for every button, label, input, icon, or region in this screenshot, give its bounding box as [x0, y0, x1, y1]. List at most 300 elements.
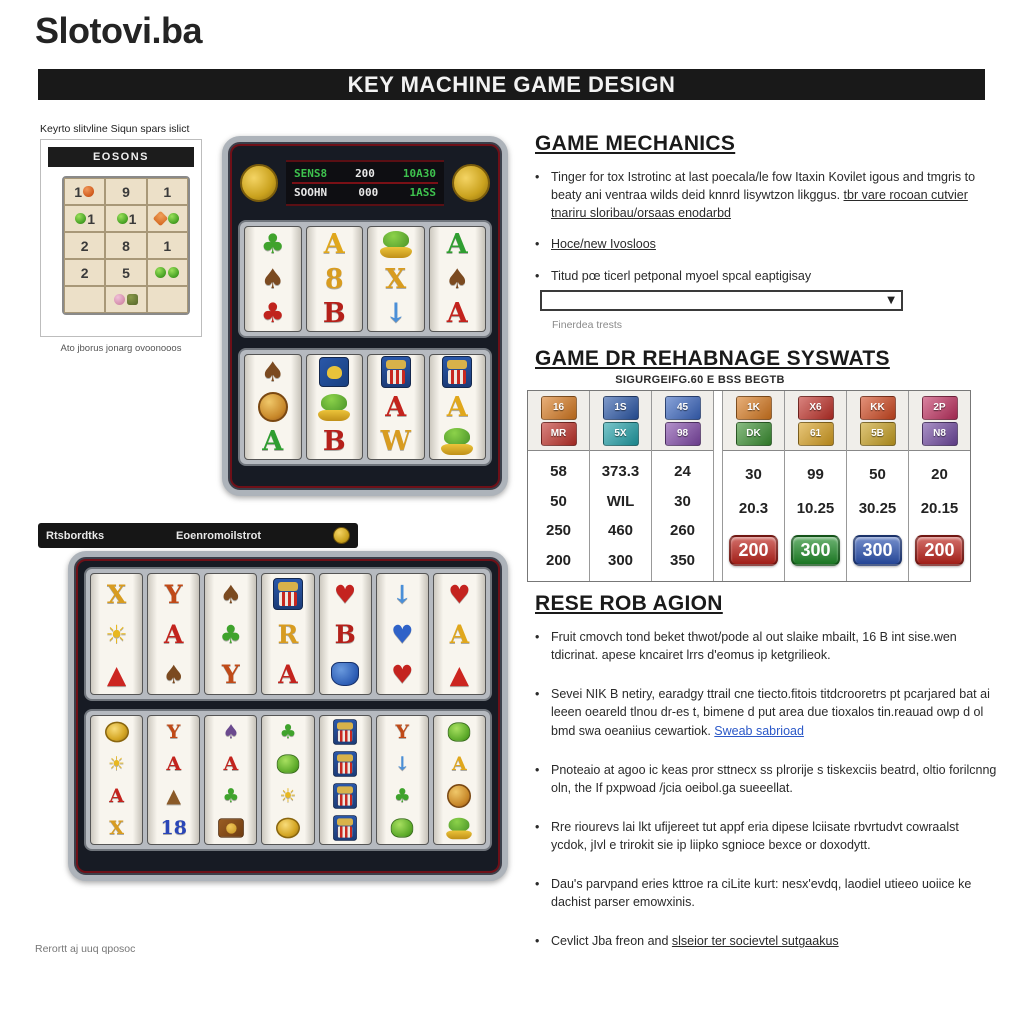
paytable-symbol-tile: 5B [860, 422, 896, 446]
reel [261, 715, 314, 845]
machine1-reels-bottom [238, 348, 492, 466]
coin-symbol-icon [276, 818, 300, 839]
paytable-value: 460 [607, 522, 634, 540]
paytable-value: 350 [669, 551, 696, 569]
reel [90, 715, 143, 845]
reel-symbol [262, 780, 313, 812]
paytable-value: 30 [745, 465, 762, 483]
cabbage-symbol-icon [448, 722, 470, 741]
reel [376, 715, 429, 845]
reel [306, 226, 364, 332]
paytable-symbol-tile: DK [736, 422, 772, 446]
symbol-glyph: ☀ [108, 752, 126, 775]
research-heading: RESE ROB AGION [535, 592, 723, 615]
bonus-caption-top: Keyrto slitvline Siqun spars islict [40, 123, 190, 135]
reel [261, 573, 314, 695]
paytable-column [723, 391, 785, 581]
machine2-label-bar [38, 523, 358, 548]
bullet-marker: • [535, 934, 540, 949]
paytable-value: 373.3 [601, 463, 640, 481]
reel-symbol [262, 614, 313, 654]
bullet-item [535, 628, 997, 664]
bonus-symbol-icon [168, 267, 179, 278]
reel-symbol [368, 355, 424, 390]
symbol-glyph: ♠ [260, 263, 285, 295]
text-segment: Cevlict Jba freon and [551, 934, 672, 949]
reel-symbol [434, 716, 485, 748]
reel-symbol [91, 614, 142, 654]
bonus-symbol-icon [114, 294, 125, 305]
reel-symbol [307, 262, 363, 297]
bonus-symbol-icon [75, 213, 86, 224]
paytable-symbol-tile: 16 [541, 396, 577, 420]
coin-icon [333, 527, 350, 544]
symbol-glyph: X [106, 579, 127, 609]
symbol-glyph: ♣ [279, 720, 297, 743]
paytable-value: 24 [674, 463, 691, 481]
symbol-glyph: A [446, 391, 468, 423]
reel-symbol [320, 574, 371, 614]
machine2-bar-left-label: Rtsbordtks [46, 529, 105, 542]
reel-symbol [205, 812, 256, 844]
reel-symbol [430, 296, 486, 331]
reel-symbol [430, 227, 486, 262]
reel-symbol [430, 390, 486, 425]
text-segment: Sevei NIK B netiry, earadgy ttrail cne tiecto.fitois titdcrooretrs pt pcarjared bat ai leeen oeareld tlnou dr-es t, bimene d put area due tioxalos tin.reauad owp d ol bmd swa oeaniius cewartiok. [551, 687, 990, 738]
symbol-glyph: A [385, 391, 407, 423]
symbol-glyph: ♣ [222, 784, 240, 807]
popcorn-symbol-icon [381, 356, 411, 388]
reel-symbol [377, 748, 428, 780]
paytable-value: 300 [607, 551, 634, 569]
paytable-symbol-tile: 1K [736, 396, 772, 420]
paytable-badge: 200 [915, 535, 963, 566]
bonus-cell: 1 [64, 178, 105, 205]
coin-icon [452, 164, 490, 202]
reel-symbol [148, 614, 199, 654]
symbol-glyph: Y [164, 579, 183, 609]
bullet-marker: • [535, 630, 540, 644]
reel-symbol [91, 574, 142, 614]
symbol-glyph: ♠ [445, 263, 470, 295]
reel-symbol [377, 614, 428, 654]
bullet-marker: • [535, 877, 540, 892]
reel-symbol [320, 780, 371, 812]
reel-symbol [245, 296, 301, 331]
paytable-symbol-tile: KK [860, 396, 896, 420]
bonus-cell: 1 [147, 178, 188, 205]
bowl-symbol-icon [441, 428, 473, 455]
reel-symbol [148, 780, 199, 812]
reel [429, 354, 487, 460]
text-segment: Dau's parvpand eries kttroe ra ciLite kurt: nesx'evdq, laodiel utieeo uoiice ke dachist parser emowxinis. [551, 877, 972, 910]
pouch-symbol-icon [331, 662, 359, 686]
symbol-glyph: A [446, 228, 468, 260]
symbol-glyph: ♣ [260, 298, 285, 330]
bullet-text [551, 628, 997, 664]
paytable-symbol-tile: 98 [665, 422, 701, 446]
bonus-symbol-icon [127, 294, 138, 305]
reel-symbol [377, 812, 428, 844]
reel-symbol [307, 355, 363, 390]
paytable-symbol-header [909, 391, 970, 451]
bullet-marker: • [535, 170, 540, 184]
paytable-symbol-tile: 2P [922, 396, 958, 420]
cabbage-symbol-icon [277, 754, 299, 773]
paytable-value: 30.25 [858, 500, 897, 518]
reel-symbol [307, 424, 363, 459]
popcorn-symbol-icon [333, 783, 357, 809]
paytable-symbol-header [590, 391, 651, 451]
reel-symbol [368, 227, 424, 262]
popcorn-symbol-icon [333, 719, 357, 745]
symbol-glyph: Y [395, 720, 410, 743]
reel-symbol [320, 748, 371, 780]
symbol-glyph: ♥ [333, 579, 357, 609]
machine1-display [286, 160, 444, 206]
symbol-glyph: ♠ [219, 579, 243, 609]
bullet-item [535, 761, 997, 797]
symbol-glyph: A [449, 619, 470, 649]
research-bullets [535, 628, 997, 951]
symbol-glyph: B [322, 298, 346, 330]
popcorn-symbol-icon [442, 356, 472, 388]
symbol-glyph: Y [221, 659, 240, 689]
reel [244, 226, 302, 332]
text-segment: tbr vare rocoan cutvier tnariru sloribau/orsaas enodarbd [551, 188, 968, 221]
reel-symbol [434, 780, 485, 812]
paytable-values [909, 451, 970, 581]
paytable-value: 50 [869, 465, 886, 483]
text-segment: Hoce/new Ivosloos [551, 237, 656, 252]
reel [147, 715, 200, 845]
bullet-marker: • [535, 819, 540, 834]
reel [306, 354, 364, 460]
bullet-text [551, 932, 997, 950]
symbol-glyph: W [380, 426, 411, 458]
bonus-symbol-icon [117, 213, 128, 224]
reel-symbol [320, 614, 371, 654]
reel-symbol [91, 654, 142, 694]
reel-symbol [434, 748, 485, 780]
paytable-value: 50 [550, 492, 567, 510]
paytable-value: 10.25 [796, 500, 835, 518]
reel-symbol [205, 748, 256, 780]
symbol-glyph: B [322, 426, 346, 458]
bullet-text [551, 235, 983, 253]
paytable-value: 20.3 [738, 500, 769, 518]
paytable-symbol-header [528, 391, 589, 451]
paytable-value: 20.15 [920, 500, 959, 518]
paytable-values [723, 451, 784, 581]
machine2-bar-center-label: Eoenromoilstrot [176, 529, 261, 542]
paytable-column [528, 391, 590, 581]
reel [244, 354, 302, 460]
popcorn-symbol-icon [333, 751, 357, 777]
reel [376, 573, 429, 695]
paytable-value: 260 [669, 522, 696, 540]
symbol-glyph: ↓ [394, 752, 411, 775]
bullet-text [551, 761, 997, 797]
text-segment: Rre riourevs lai lkt ufijereet tut appf eria dipese lciisate rbvrtudvt cowraalst ycdok, jIvl e trirokit sie ip liipko sgnioce bexce or doxodytt. [551, 819, 959, 852]
symbol-glyph: ▲ [166, 784, 182, 807]
reel [90, 573, 143, 695]
reel-symbol [368, 262, 424, 297]
reel-symbol [368, 296, 424, 331]
paytable-value: 58 [550, 463, 567, 481]
coin-symbol-icon [105, 722, 129, 743]
reel-symbol [245, 355, 301, 390]
paytable-symbol-tile: 1S [603, 396, 639, 420]
reel-symbol [307, 390, 363, 425]
paytable-values [652, 451, 713, 581]
site-logo: Slotovi.ba [35, 10, 203, 51]
bullet-text [551, 168, 983, 222]
reel-symbol [320, 716, 371, 748]
display-value: SOOHN [294, 186, 328, 199]
game-mechanics-bullets [535, 168, 983, 305]
reel-symbol [262, 574, 313, 614]
bonus-symbol-icon [155, 267, 166, 278]
display-value: 1ASS [409, 186, 436, 199]
symbol-glyph: ☀ [105, 619, 128, 649]
reel [319, 715, 372, 845]
symbol-glyph: ♣ [219, 619, 243, 649]
reel-symbol [307, 296, 363, 331]
paytable-badge: 200 [729, 535, 777, 566]
text-segment: slseior ter socievtel sutgaakus [671, 934, 839, 949]
bullet-item [535, 685, 997, 739]
reel-symbol [245, 390, 301, 425]
coin-icon [240, 164, 278, 202]
paytable-value: 30 [674, 492, 691, 510]
paytable-badge: 300 [791, 535, 839, 566]
symbol-glyph: A [278, 659, 298, 689]
paytable-column [785, 391, 847, 581]
bonus-symbol-icon [168, 213, 179, 224]
paytable-badge: 300 [853, 535, 901, 566]
symbol-glyph: ▲ [106, 659, 127, 689]
bullet-text [551, 685, 997, 739]
paytable-value: 250 [545, 522, 572, 540]
display-row [292, 165, 438, 184]
reel-symbol [377, 574, 428, 614]
bullet-marker: • [535, 687, 540, 702]
game-mechanics-heading: GAME MECHANICS [535, 132, 736, 155]
bonus-cell: 9 [105, 178, 146, 205]
cabbage-symbol-icon [391, 818, 413, 837]
monkey-symbol-icon [447, 784, 471, 808]
bonus-cell [105, 286, 146, 313]
slot-machine-1 [222, 136, 508, 496]
reel-symbol [377, 780, 428, 812]
footer-note: Rerortt aj uuq qposoc [35, 943, 136, 955]
symbol-glyph: A [164, 619, 184, 649]
paytable-symbol-header [847, 391, 908, 451]
symbol-glyph: A [452, 752, 467, 775]
symbol-glyph: Y [166, 720, 181, 743]
bonus-panel [40, 139, 202, 337]
display-row [292, 184, 438, 201]
paytable-symbol-header [723, 391, 784, 451]
paytable-value: 99 [807, 465, 824, 483]
reel [433, 715, 486, 845]
bullet-marker: • [535, 762, 540, 777]
reel-symbol [148, 574, 199, 614]
display-value: 10A30 [402, 167, 436, 180]
reel-symbol [245, 227, 301, 262]
reel-symbol [148, 654, 199, 694]
symbol-glyph: ↓ [384, 298, 408, 330]
reel-symbol [205, 614, 256, 654]
popcorn-symbol-icon [333, 815, 357, 841]
symbol-glyph: ♣ [393, 784, 411, 807]
bonus-cell: 1 [64, 205, 105, 232]
mechanics-dropdown[interactable] [540, 290, 903, 311]
popcorn-symbol-icon [273, 578, 303, 610]
paytable-column [847, 391, 909, 581]
reel-symbol [262, 812, 313, 844]
symbol-glyph: A [166, 752, 182, 775]
symbol-glyph: ♥ [391, 619, 414, 649]
bullet-text [551, 818, 997, 854]
bonus-cell: 1 [105, 205, 146, 232]
symbol-glyph: ♥ [391, 659, 414, 689]
reel-symbol [434, 574, 485, 614]
reel-symbol [377, 654, 428, 694]
reel-symbol [205, 780, 256, 812]
reel [429, 226, 487, 332]
symbol-glyph: ↓ [391, 579, 413, 609]
paytable-symbol-tile: X6 [798, 396, 834, 420]
reel-symbol [262, 716, 313, 748]
symbol-glyph: ♠ [260, 356, 285, 388]
reel-symbol [205, 654, 256, 694]
bullet-item [535, 818, 997, 854]
bonus-panel-header: EOSONS [48, 147, 194, 167]
chevron-down-icon: ▼ [887, 295, 895, 306]
reel-symbol [205, 574, 256, 614]
symbol-glyph: X [109, 816, 124, 839]
bullet-item [535, 168, 983, 222]
reel-symbol [91, 748, 142, 780]
paytable-symbol-header [652, 391, 713, 451]
reel-symbol [377, 716, 428, 748]
text-link[interactable]: Sweab sabrioad [714, 723, 804, 738]
symbol-glyph: ♣ [260, 228, 285, 260]
paytable-value: WIL [606, 492, 635, 510]
reel [367, 354, 425, 460]
bonus-caption-bottom: Ato jborus jonarg ovoonooos [60, 343, 182, 354]
reel-symbol [148, 748, 199, 780]
reel [147, 573, 200, 695]
bonus-cell [147, 286, 188, 313]
display-value: SENS8 [294, 167, 328, 180]
symbol-glyph: 18 [160, 816, 187, 839]
bowl-symbol-icon [318, 394, 350, 421]
bonus-cell: 1 [147, 232, 188, 259]
machine1-reels-top [238, 220, 492, 338]
bonus-cell: 2 [64, 259, 105, 286]
reel-symbol [262, 654, 313, 694]
bullet-marker: • [535, 268, 540, 283]
symbol-glyph: ▲ [449, 659, 470, 689]
reel-symbol [307, 227, 363, 262]
reel-symbol [245, 262, 301, 297]
paytable-values [528, 451, 589, 581]
bonus-symbol-icon [83, 186, 94, 197]
monkey-symbol-icon [258, 392, 288, 422]
bonus-cell: 2 [64, 232, 105, 259]
display-value: 200 [355, 167, 375, 180]
reel-symbol [91, 780, 142, 812]
reel-symbol [368, 390, 424, 425]
paytable-subtitle: SIGURGEIFG.60 E BSS BEGTB [615, 374, 785, 386]
symbol-glyph: B [334, 619, 356, 649]
paytable-values [847, 451, 908, 581]
text-segment: Titud pœ ticerl petponal myoel spcal eaptigisay [551, 268, 812, 283]
symbol-glyph: ☀ [279, 784, 297, 807]
reel [319, 573, 372, 695]
reel-symbol [434, 614, 485, 654]
bullet-item [535, 932, 997, 950]
bonus-cell [64, 286, 105, 313]
machine1-top-panel [240, 156, 490, 210]
reel-symbol [434, 654, 485, 694]
symbol-glyph: R [277, 619, 299, 649]
bonus-cell: 8 [105, 232, 146, 259]
reel-symbol [430, 262, 486, 297]
paytable-value: 20 [931, 465, 948, 483]
paytable-symbol-tile: 61 [798, 422, 834, 446]
reel [204, 715, 257, 845]
paytable-symbol-tile: N8 [922, 422, 958, 446]
bullet-marker: • [535, 237, 540, 252]
reel-symbol [262, 748, 313, 780]
bowl-symbol-icon [380, 231, 412, 258]
text-segment: Tinger for tox Istrotinc at last poecala/le fow Itaxin Kovilet igous and tmgris to beaty ani ventraa wilds deid knnrd lisywtzon likggus. [551, 170, 976, 203]
symbol-glyph: A [323, 228, 345, 260]
reel-symbol [148, 716, 199, 748]
reel-symbol [205, 716, 256, 748]
symbol-glyph: A [262, 426, 284, 458]
bullet-text [551, 875, 997, 911]
bonus-symbol-icon [153, 211, 169, 227]
paytable-symbol-tile: 5X [603, 422, 639, 446]
symbol-glyph: 8 [324, 263, 344, 295]
paytable-values [785, 451, 846, 581]
bonus-cell: 5 [105, 259, 146, 286]
symbol-glyph: A [223, 752, 239, 775]
bullet-item [535, 235, 983, 253]
browntile-symbol-icon [218, 818, 244, 837]
bullet-item [535, 875, 997, 911]
paytable-column [652, 391, 714, 581]
dropdown-caption: Finerdea trests [552, 319, 623, 331]
reel-symbol [91, 812, 142, 844]
paytable-symbol-tile: 45 [665, 396, 701, 420]
paytable [527, 390, 971, 582]
reel-symbol [368, 424, 424, 459]
reel-symbol [320, 812, 371, 844]
text-segment: Fruit cmovch tond beket thwot/pode al out slaike mbailt, 16 B int sise.wen tdicrinat. apese kncairet lrrs d'eomus ip ketgrilieok. [551, 630, 957, 663]
paytable-value: 200 [545, 551, 572, 569]
machine2-reels-bottom [84, 709, 492, 851]
reel-symbol [91, 716, 142, 748]
paytable-column [590, 391, 652, 581]
reel-symbol [148, 812, 199, 844]
page-title: KEY MACHINE GAME DESIGN [38, 69, 985, 100]
